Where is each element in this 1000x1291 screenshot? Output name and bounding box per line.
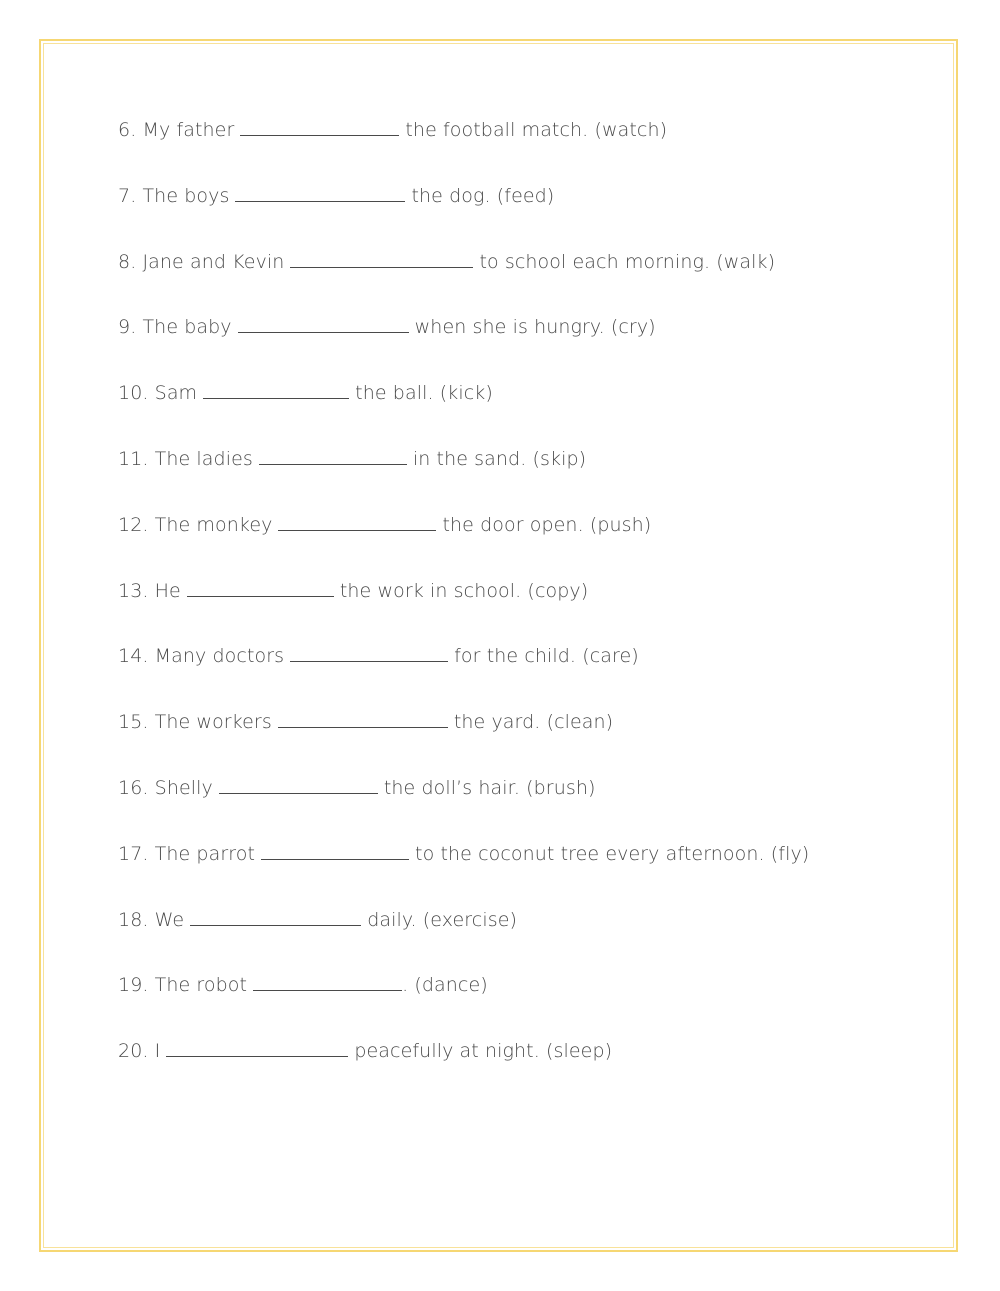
exercise-item [118, 380, 809, 446]
exercise-item [118, 775, 809, 841]
exercise-item [118, 512, 809, 578]
sentence-start: 13. He [118, 579, 181, 602]
sentence-start: 6. My father [118, 119, 235, 141]
sentence-end: peacefully at night. (sleep) [354, 1040, 613, 1063]
sentence-end: to school each morning. (walk) [479, 250, 776, 273]
answer-blank[interactable] [219, 775, 378, 794]
answer-blank[interactable] [278, 709, 448, 728]
sentence-end: in the sand. (skip) [412, 447, 587, 470]
sentence-end: the work in school. (copy) [339, 579, 589, 602]
sentence-end: daily. (exercise) [367, 908, 518, 931]
sentence-end: for the child. (care) [454, 645, 639, 668]
answer-blank[interactable] [253, 972, 402, 991]
sentence-start: 16. Shelly [118, 776, 213, 799]
sentence-end: the dog. (feed) [411, 184, 555, 207]
exercise-item [118, 643, 809, 709]
exercise-item [118, 446, 809, 512]
answer-blank[interactable] [278, 512, 436, 531]
exercise-item [118, 1038, 809, 1104]
answer-blank[interactable] [290, 249, 473, 268]
exercise-item [118, 578, 809, 644]
sentence-end: the door open. (push) [442, 513, 652, 536]
answer-blank[interactable] [203, 380, 349, 399]
exercise-item [118, 183, 809, 249]
sentence-end: the football match. (watch) [405, 119, 668, 141]
sentence-end: the doll’s hair. (brush) [383, 776, 596, 799]
sentence-end: the yard. (clean) [453, 711, 614, 734]
exercise-item [118, 709, 809, 775]
answer-blank[interactable] [261, 841, 409, 860]
sentence-start: 10. Sam [118, 382, 198, 405]
answer-blank[interactable] [238, 314, 409, 333]
sentence-start: 9. The baby [118, 316, 232, 339]
sentence-end: when she is hungry. (cry) [414, 316, 656, 339]
sentence-start: 15. The workers [118, 711, 272, 734]
sentence-end: . (dance) [402, 974, 488, 997]
exercise-item [118, 907, 809, 973]
sentence-start: 19. The robot [118, 974, 248, 997]
answer-blank[interactable] [235, 183, 405, 202]
sentence-start: 8. Jane and Kevin [118, 250, 285, 273]
answer-blank[interactable] [190, 907, 361, 926]
exercise-item [118, 841, 809, 907]
exercise-item [118, 972, 809, 1038]
answer-blank[interactable] [290, 643, 448, 662]
exercise-list [118, 117, 809, 1104]
sentence-start: 14. Many doctors [118, 645, 285, 668]
sentence-end: to the coconut tree every afternoon. (fly) [415, 842, 810, 865]
answer-blank[interactable] [259, 446, 407, 465]
answer-blank[interactable] [240, 117, 399, 136]
answer-blank[interactable] [166, 1038, 348, 1057]
exercise-item [118, 117, 809, 183]
sentence-end: the ball. (kick) [355, 382, 493, 405]
sentence-start: 12. The monkey [118, 513, 273, 536]
exercise-item [118, 249, 809, 315]
sentence-start: 20. I [118, 1040, 161, 1063]
sentence-start: 17. The parrot [118, 842, 256, 865]
exercise-item [118, 314, 809, 380]
answer-blank[interactable] [187, 578, 334, 597]
sentence-start: 11. The ladies [118, 447, 253, 470]
sentence-start: 7. The boys [118, 184, 230, 207]
sentence-start: 18. We [118, 908, 185, 931]
